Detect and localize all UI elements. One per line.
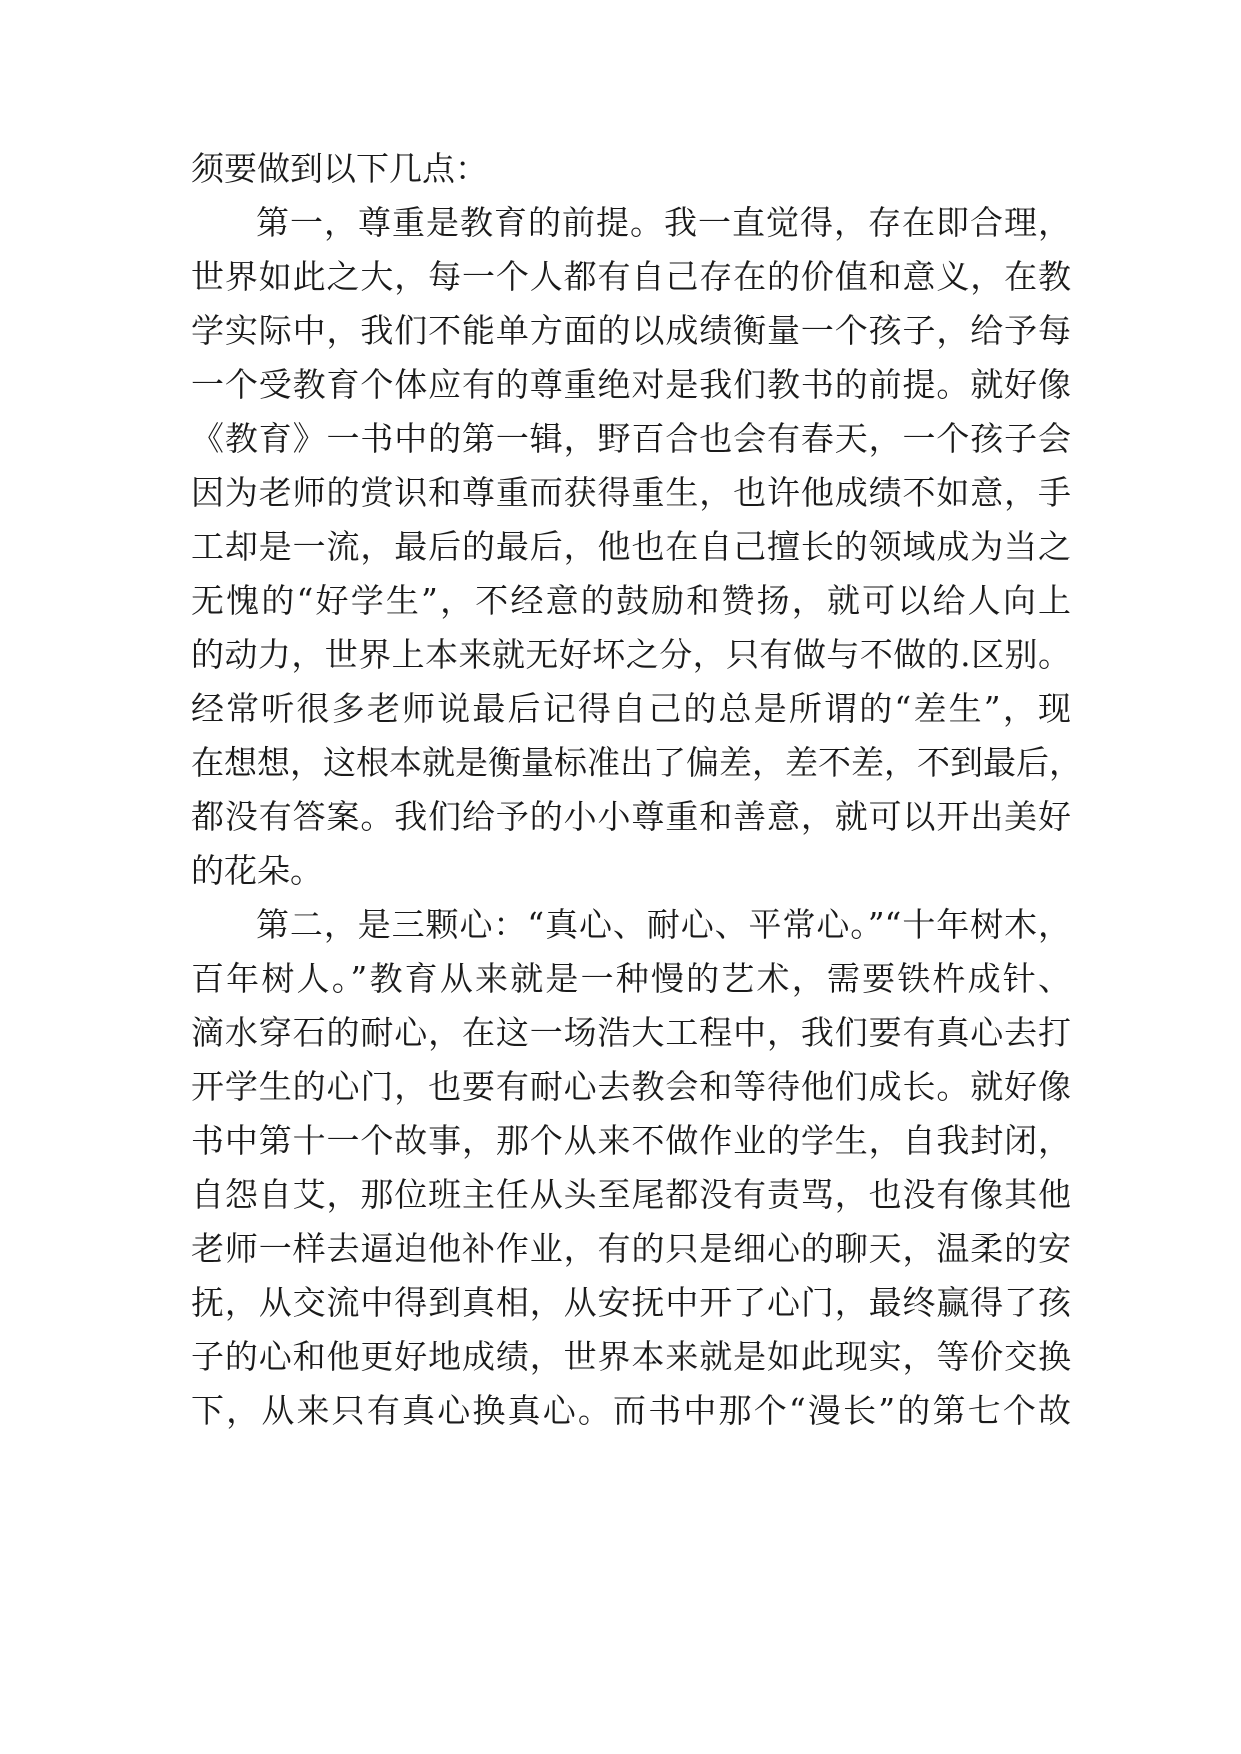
text-line: 下，从来只有真心换真心。而书中那个“漫长”的第七个故 <box>191 1391 1071 1430</box>
text-line: 书中第十一个故事，那个从来不做作业的学生，自我封闭， <box>191 1121 1071 1160</box>
text-line: 的花朵。 <box>191 851 323 890</box>
text-line: 无愧的“好学生”，不经意的鼓励和赞扬，就可以给人向上 <box>191 581 1071 620</box>
text-line: 须要做到以下几点： <box>191 149 488 188</box>
text-line: 因为老师的赏识和尊重而获得重生，也许他成绩不如意，手 <box>191 473 1071 512</box>
text-line: 子的心和他更好地成绩，世界本来就是如此现实，等价交换 <box>191 1337 1071 1376</box>
text-line: 《教育》一书中的第一辑，野百合也会有春天，一个孩子会 <box>191 419 1071 458</box>
text-line: 百年树人。”教育从来就是一种慢的艺术，需要铁杵成针、 <box>191 959 1071 998</box>
text-line: 都没有答案。我们给予的小小尊重和善意，就可以开出美好 <box>191 797 1071 836</box>
text-line: 在想想，这根本就是衡量标准出了偏差，差不差，不到最后， <box>191 743 1082 782</box>
paragraph-first-line: 第一，尊重是教育的前提。我一直觉得，存在即合理， <box>256 203 1071 242</box>
text-line: 老师一样去逼迫他补作业，有的只是细心的聊天，温柔的安 <box>191 1229 1071 1268</box>
paragraph-first-line: 第二，是三颗心：“真心、耐心、平常心。”“十年树木， <box>256 905 1071 944</box>
text-line: 一个受教育个体应有的尊重绝对是我们教书的前提。就好像 <box>191 365 1071 404</box>
text-line: 工却是一流，最后的最后，他也在自己擅长的领域成为当之 <box>191 527 1071 566</box>
text-line: 学实际中，我们不能单方面的以成绩衡量一个孩子，给予每 <box>191 311 1071 350</box>
text-line: 开学生的心门，也要有耐心去教会和等待他们成长。就好像 <box>191 1067 1071 1106</box>
text-line: 抚，从交流中得到真相，从安抚中开了心门，最终赢得了孩 <box>191 1283 1071 1322</box>
text-line: 的动力，世界上本来就无好坏之分，只有做与不做的.区别。 <box>191 635 1071 674</box>
text-line: 世界如此之大，每一个人都有自己存在的价值和意义，在教 <box>191 257 1071 296</box>
text-line: 自怨自艾，那位班主任从头至尾都没有责骂，也没有像其他 <box>191 1175 1071 1214</box>
text-line: 经常听很多老师说最后记得自己的总是所谓的“差生”，现 <box>191 689 1071 728</box>
text-line: 滴水穿石的耐心，在这一场浩大工程中，我们要有真心去打 <box>191 1013 1071 1052</box>
